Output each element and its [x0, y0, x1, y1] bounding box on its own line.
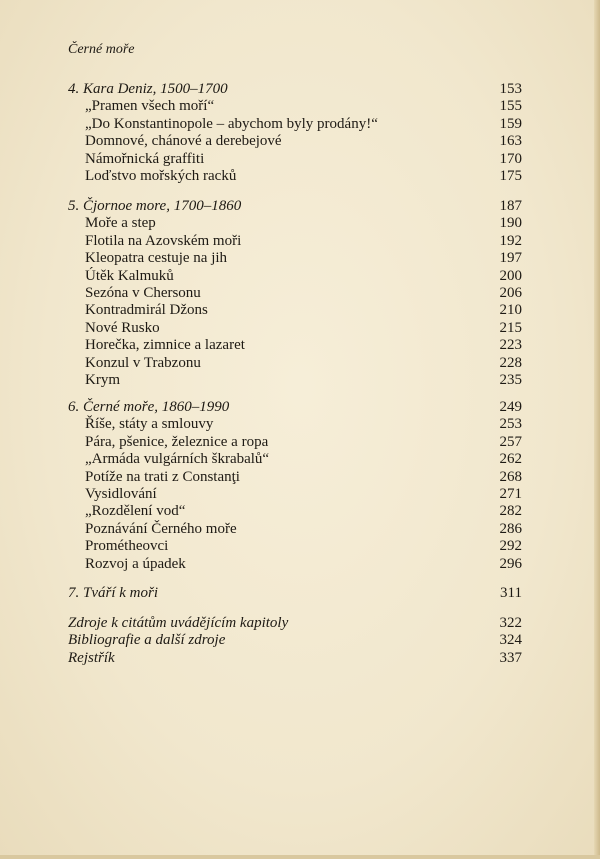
entry-title: Pára, pšenice, železnice a ropa	[85, 433, 269, 450]
toc-section	[68, 81, 522, 185]
entry-page-number: 223	[499, 337, 522, 354]
toc-subentry	[68, 320, 522, 337]
entry-page-number: 235	[499, 371, 522, 388]
toc-subentry	[68, 469, 522, 486]
entry-page-number: 271	[499, 485, 522, 502]
toc-chapter-entry	[68, 585, 522, 602]
entry-title: „Rozdělení vod“	[85, 503, 186, 520]
entry-page-number: 206	[499, 284, 522, 301]
entry-page-number: 159	[499, 115, 522, 132]
entry-page-number: 324	[499, 632, 522, 649]
entry-page-number: 262	[499, 451, 522, 468]
toc-subentry	[68, 434, 522, 451]
toc-subentry	[68, 337, 522, 354]
running-head: Černé moře	[68, 42, 135, 57]
entry-title: Zdroje k citátům uvádějícím kapitoly	[68, 615, 289, 631]
entry-title: Moře a step	[85, 215, 156, 232]
toc-subentry	[68, 285, 522, 302]
entry-title: Krym	[85, 371, 120, 388]
toc-subentry	[68, 151, 522, 168]
entry-page-number: 249	[499, 399, 522, 415]
entry-page-number: 190	[499, 215, 522, 232]
toc-subentry	[68, 451, 522, 468]
entry-page-number: 200	[499, 267, 522, 284]
toc-chapter-entry	[68, 650, 522, 667]
toc-subentry	[68, 250, 522, 267]
entry-title: Flotila na Azovském moři	[85, 232, 242, 249]
toc-chapter-entry	[68, 615, 522, 632]
toc-subentry	[68, 233, 522, 250]
entry-title: „Do Konstantinopole – abychom byly prodány!“	[85, 115, 378, 132]
toc-subentry	[68, 416, 522, 433]
entry-page-number: 337	[499, 649, 522, 666]
entry-page-number: 153	[499, 81, 522, 97]
toc-subentry	[68, 355, 522, 372]
toc-subentry	[68, 133, 522, 150]
entry-page-number: 228	[499, 354, 522, 371]
entry-title: Námořnická graffiti	[85, 150, 205, 167]
toc-section	[68, 198, 522, 389]
entry-title: Říše, státy a smlouvy	[85, 416, 214, 433]
entry-title: Konzul v Trabzonu	[85, 354, 201, 371]
entry-page-number: 322	[499, 615, 522, 631]
toc-subentry	[68, 302, 522, 319]
page-edge-bottom	[0, 855, 600, 859]
entry-title: 5. Čjornoe more, 1700–1860	[68, 198, 242, 214]
entry-page-number: 268	[499, 468, 522, 485]
entry-page-number: 296	[499, 555, 522, 572]
entry-page-number: 175	[499, 167, 522, 184]
entry-title: Poznávání Černého moře	[85, 520, 237, 537]
entry-title: Domnové, chánové a derebejové	[85, 133, 282, 150]
entry-page-number: 215	[499, 319, 522, 336]
entry-page-number: 197	[499, 250, 522, 267]
entry-title: Horečka, zimnice a lazaret	[85, 337, 245, 354]
toc-section	[68, 399, 522, 573]
entry-title: Nové Rusko	[85, 319, 160, 336]
entry-page-number: 292	[499, 538, 522, 555]
entry-page-number: 170	[499, 150, 522, 167]
page-edge	[594, 0, 600, 859]
entry-title: 6. Černé moře, 1860–1990	[68, 399, 230, 415]
entry-title: Rozvoj a úpadek	[85, 555, 186, 572]
toc-chapter-entry	[68, 198, 522, 215]
entry-page-number: 286	[499, 520, 522, 537]
entry-title: 4. Kara Deniz, 1500–1700	[68, 81, 228, 97]
toc-section	[68, 615, 522, 667]
toc-subentry	[68, 372, 522, 389]
entry-title: Sezóna v Chersonu	[85, 284, 201, 301]
toc-subentry	[68, 521, 522, 538]
entry-page-number: 192	[499, 232, 522, 249]
entry-title: „Pramen všech moří“	[85, 98, 215, 115]
entry-title: Rejstřík	[68, 649, 115, 666]
entry-page-number: 163	[499, 133, 522, 150]
entry-page-number: 187	[499, 198, 522, 214]
toc-subentry	[68, 538, 522, 555]
toc-subentry	[68, 486, 522, 503]
entry-page-number: 257	[499, 433, 522, 450]
entry-page-number: 311	[500, 585, 522, 601]
toc-chapter-entry	[68, 399, 522, 416]
toc-subentry	[68, 98, 522, 115]
entry-title: Prométheovci	[85, 538, 169, 555]
toc-subentry	[68, 168, 522, 185]
entry-page-number: 155	[499, 98, 522, 115]
toc-chapter-entry	[68, 81, 522, 98]
entry-title: Bibliografie a další zdroje	[68, 632, 226, 649]
toc-chapter-entry	[68, 632, 522, 649]
entry-title: 7. Tváří k moři	[68, 585, 158, 601]
entry-page-number: 210	[499, 302, 522, 319]
toc-section	[68, 585, 522, 602]
entry-title: „Armáda vulgárních škrabalů“	[85, 451, 270, 468]
entry-page-number: 253	[499, 416, 522, 433]
entry-title: Potíže na trati z Constanţi	[85, 468, 240, 485]
toc-subentry	[68, 503, 522, 520]
entry-title: Kleopatra cestuje na jih	[85, 250, 228, 267]
toc-subentry	[68, 215, 522, 232]
entry-title: Vysidlování	[85, 485, 157, 502]
toc-subentry	[68, 116, 522, 133]
entry-page-number: 282	[499, 503, 522, 520]
entry-title: Loďstvo mořských racků	[85, 167, 237, 184]
toc-subentry	[68, 556, 522, 573]
entry-title: Útěk Kalmuků	[85, 267, 174, 284]
entry-title: Kontradmirál Džons	[85, 302, 208, 319]
toc-subentry	[68, 268, 522, 285]
